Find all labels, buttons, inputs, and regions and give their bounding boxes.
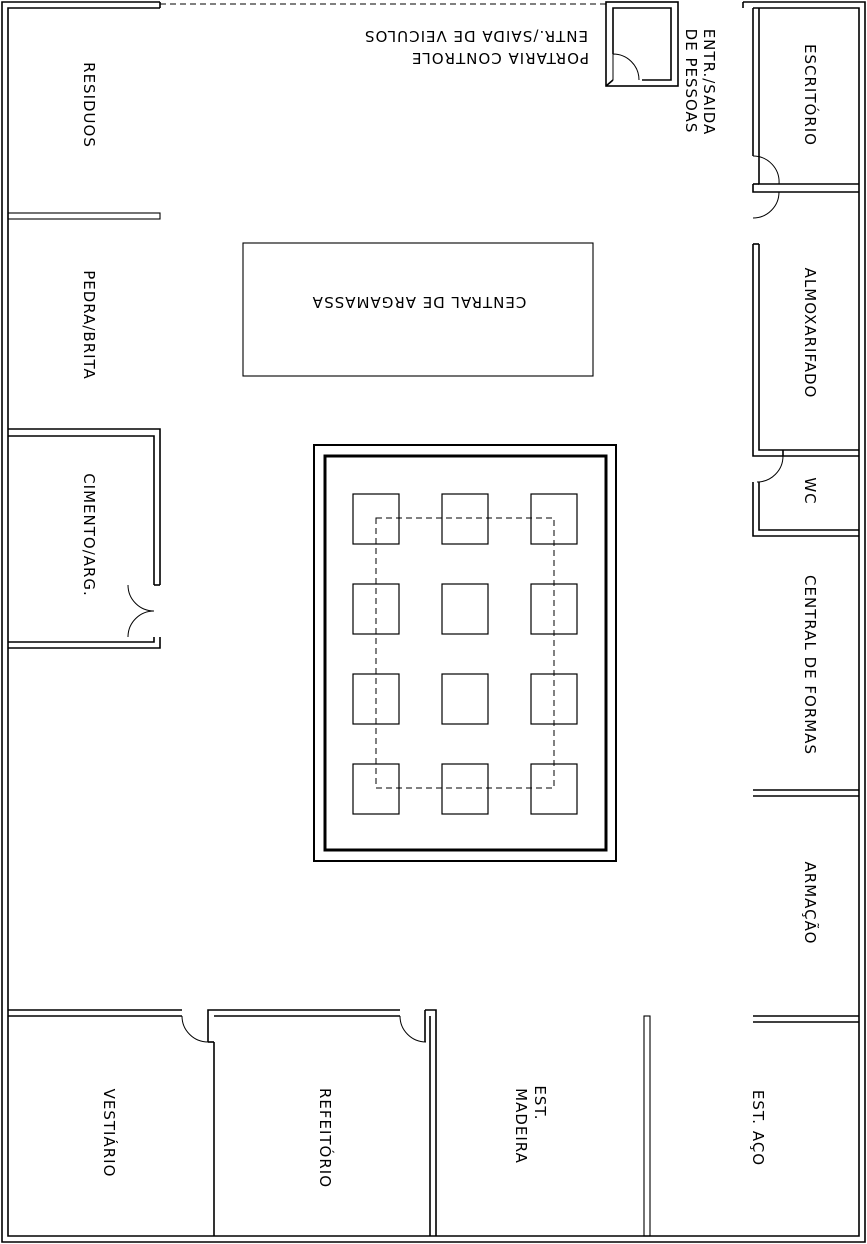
label-cimento-arg: CIMENTO/ARG. — [80, 473, 98, 597]
label-pedra-brita: PEDRA/BRITA — [80, 270, 98, 380]
vestiario-door-swing — [182, 1016, 208, 1042]
pillar — [442, 674, 488, 724]
label-entr-pessoas-2: DE PESSOAS — [682, 28, 700, 134]
portaria-door-swing — [613, 54, 639, 80]
label-armacao: ARMAÇÃO — [801, 861, 819, 945]
portaria-booth — [606, 2, 678, 86]
label-escritorio: ESCRITÓRIO — [801, 44, 819, 146]
pillar — [442, 584, 488, 634]
label-est-madeira-1: EST. — [531, 1085, 549, 1121]
foundation-pillars — [353, 494, 577, 814]
escritorio-door-swing — [753, 156, 779, 218]
label-portaria-2: ENTR./SAIDA DE VEICULOS — [364, 27, 588, 45]
crane-base-outline — [376, 518, 554, 788]
outer-wall — [2, 2, 865, 1242]
label-almoxarifado: ALMOXARIFADO — [801, 267, 819, 399]
label-portaria-1: PORTARIA CONTROLE — [410, 49, 590, 67]
label-vestiario: VESTIÁRIO — [100, 1088, 118, 1178]
label-residuos: RESIDUOS — [80, 62, 98, 148]
pillar — [442, 764, 488, 814]
label-est-aco: EST. AÇO — [749, 1089, 767, 1167]
pillar — [531, 494, 577, 544]
label-wc: WC — [801, 477, 819, 505]
label-est-madeira-2: MADEIRA — [512, 1088, 530, 1164]
label-central-argamassa: CENTRAL DE ARGAMASSA — [311, 293, 527, 311]
cimento-door-swing — [128, 585, 154, 637]
label-entr-pessoas-1: ENTR./SAIDA — [700, 28, 718, 136]
pillar — [442, 494, 488, 544]
label-refeitorio: REFEITÓRIO — [316, 1087, 334, 1189]
label-central-formas: CENTRAL DE FORMAS — [801, 575, 819, 755]
refeitorio-door-swing — [400, 1016, 426, 1042]
wc-door-swing — [757, 456, 783, 482]
